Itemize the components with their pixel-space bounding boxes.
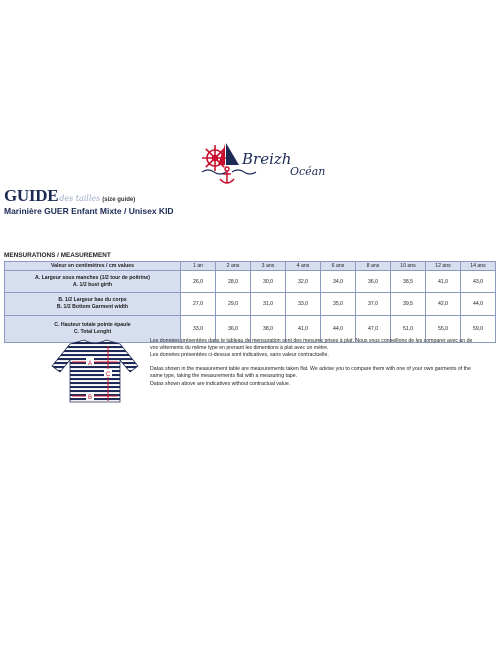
row-label [5, 293, 181, 316]
table-cell: 39,5 [391, 293, 426, 316]
table-cell: 32,0 [286, 271, 321, 293]
table-cell: 30,0 [251, 271, 286, 293]
table-cell: 33,0 [286, 293, 321, 316]
brand-logo [196, 139, 336, 189]
row-label-fr: A. Largeur sous manches (1/2 tour de poitrine) [34, 274, 150, 281]
brand-name-part2: Océan [290, 165, 326, 178]
measurements-title: MENSURATIONS / MEASUREMENT [4, 252, 111, 259]
size-header: 6 ans [321, 262, 356, 271]
table-cell: 44,0 [321, 316, 356, 343]
guide-heading [4, 186, 135, 206]
note-fr-2: Les données présentées ci-dessus sont indicatives, sans valeur contractuelle. [150, 352, 329, 359]
table-cell: 55,0 [426, 316, 461, 343]
size-header: 4 ans [286, 262, 321, 271]
table-cell: 34,0 [321, 271, 356, 293]
table-cell: 29,0 [216, 293, 251, 316]
table-cell: 47,0 [356, 316, 391, 343]
size-table [4, 261, 496, 343]
note-en-1: Datas shown in the measurement table are measurements taken flat. We advise you to compare them with one of your own garments of the same type, taking the measurements flat with a measuring tape. [150, 366, 471, 380]
table-cell: 31,0 [251, 293, 286, 316]
row-label-en: B. 1/2 Bottom Garment width [56, 304, 129, 310]
table-header-row [5, 262, 496, 271]
table-cell: 35,0 [321, 293, 356, 316]
table-cell: 43,0 [461, 271, 496, 293]
table-row [5, 293, 496, 316]
brand-name-part1: Breizh [242, 150, 292, 168]
table-cell: 33,0 [181, 316, 216, 343]
note-en-2: Datas shown above are indicatives without contractual value. [150, 380, 291, 387]
table-cell: 41,0 [286, 316, 321, 343]
table-cell: 36,0 [356, 271, 391, 293]
table-cell: 41,0 [426, 271, 461, 293]
table-cell: 26,0 [181, 271, 216, 293]
table-cell: 51,0 [391, 316, 426, 343]
table-cell: 42,0 [426, 293, 461, 316]
row-label [5, 271, 181, 293]
marker-b: B [88, 395, 93, 401]
guide-title: GUIDE [4, 186, 59, 205]
marker-a: A [88, 361, 93, 367]
size-header: 8 ans [356, 262, 391, 271]
table-cell: 59,0 [461, 316, 496, 343]
sail-icon [226, 143, 239, 165]
table-cell: 28,0 [216, 271, 251, 293]
row-label-en: C. Total Lenght [73, 329, 112, 335]
size-header: 10 ans [391, 262, 426, 271]
size-header: 3 ans [251, 262, 286, 271]
guide-subtitle: (size guide) [102, 197, 136, 203]
row-label-fr: C. Hauteur totale pointe épaule [54, 322, 131, 328]
anchor-icon [220, 167, 234, 183]
table-row [5, 271, 496, 293]
note-fr-1: Les données présentées dans le tableau de mensuration sont des mesures prises à plat. Nous vous conseillons de les comparer avec un de vos vêtements du même type en prenant les dimentions à plat avec un mètre. [150, 338, 473, 352]
table-cell: 36,0 [216, 316, 251, 343]
size-header: 14 ans [461, 262, 496, 271]
guide-script: des tailles [59, 194, 101, 203]
row-label-fr: B. 1/2 Largeur bas du corps [58, 297, 127, 303]
table-cell: 38,0 [251, 316, 286, 343]
measurement-notes [150, 338, 480, 388]
size-header: 2 ans [216, 262, 251, 271]
table-cell: 27,0 [181, 293, 216, 316]
table-cell: 37,0 [356, 293, 391, 316]
size-header: 1 an [181, 262, 216, 271]
shirt-illustration [50, 338, 140, 404]
marker-c: C [106, 372, 111, 378]
product-name: Marinière GUER Enfant Mixte / Unisex KID [4, 206, 174, 216]
size-header: 12 ans [426, 262, 461, 271]
table-header-label: Valeur en centimètres / cm values [5, 262, 181, 271]
table-cell: 44,0 [461, 293, 496, 316]
row-label-en: A. 1/2 bust girth [72, 281, 113, 288]
table-cell: 38,5 [391, 271, 426, 293]
